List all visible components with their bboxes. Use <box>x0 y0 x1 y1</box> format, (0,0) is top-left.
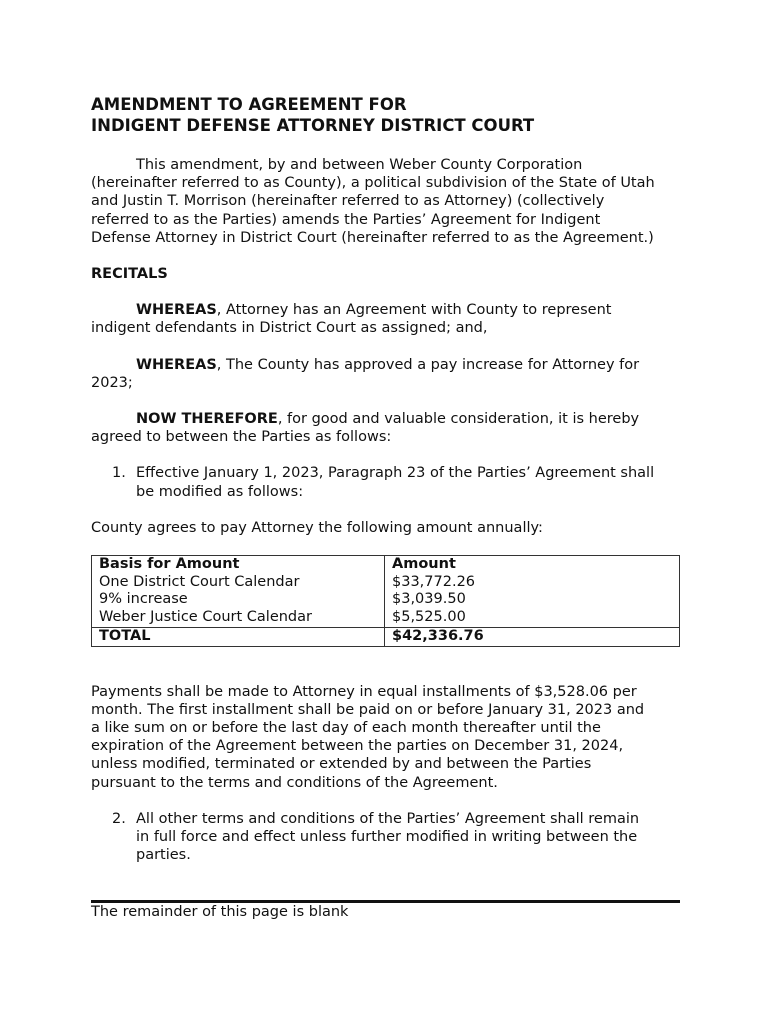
table-header-cell: Amount <box>385 556 680 574</box>
table-header-row <box>92 556 680 574</box>
title-line-2: INDIGENT DEFENSE ATTORNEY DISTRICT COURT <box>91 116 535 135</box>
table-total-label: TOTAL <box>92 627 385 646</box>
county-agrees-text: County agrees to pay Attorney the following amount annually: <box>91 519 543 536</box>
table-cell: $5,525.00 <box>385 609 680 627</box>
whereas-lead: WHEREAS <box>136 356 217 373</box>
table-cell: $33,772.26 <box>385 574 680 592</box>
whereas-paragraph-2: WHEREAS, The County has approved a pay increase for Attorney for 2023; <box>91 356 640 391</box>
list-item-1 <box>91 464 681 500</box>
table-cell: Weber Justice Court Calendar <box>92 609 385 627</box>
table-total-amount: $42,336.76 <box>385 627 680 646</box>
list-item-2 <box>91 810 681 865</box>
whereas-lead: WHEREAS <box>136 302 217 319</box>
now-therefore-paragraph: NOW THEREFORE, for good and valuable consideration, it is hereby agreed to between the Parties as follows: <box>91 411 640 446</box>
table-cell: $3,039.50 <box>385 591 680 609</box>
table-row <box>92 609 680 627</box>
title-line-1: AMENDMENT TO AGREEMENT FOR <box>91 95 407 114</box>
table-cell: 9% increase <box>92 591 385 609</box>
list-number: 1. <box>112 465 126 482</box>
document-page <box>91 94 681 922</box>
table-header-cell: Basis for Amount <box>92 556 385 574</box>
table-row <box>92 574 680 592</box>
list-text: All other terms and conditions of the Parties’ Agreement shall remain in full force and effect unless further modified in writing between the parties. <box>136 810 640 864</box>
document-title <box>91 94 681 136</box>
recitals-heading: RECITALS <box>91 266 168 283</box>
now-therefore-lead: NOW THEREFORE <box>136 411 278 428</box>
table-cell: One District Court Calendar <box>92 574 385 592</box>
intro-paragraph: This amendment, by and between Weber County Corporation (hereinafter referred to as County), a political subdivision of the State of Utah and Justin T. Morrison (hereinafter referred to as Attorney) (collectively referred to as the Parties) amends the Parties’ Agreement for Indigent Defense Attorney in District Court (hereinafter referred to as the Agreement.) <box>91 157 655 246</box>
table-row <box>92 591 680 609</box>
list-text: Effective January 1, 2023, Paragraph 23 of the Parties’ Agreement shall be modified as follows: <box>136 465 655 500</box>
list-number: 2. <box>112 810 126 827</box>
amounts-table <box>91 555 680 647</box>
footer-note: The remainder of this page is blank <box>91 904 349 921</box>
whereas-paragraph-1: WHEREAS, Attorney has an Agreement with County to represent indigent defendants in District Court as assigned; and, <box>91 302 612 337</box>
payments-paragraph: Payments shall be made to Attorney in equal installments of $3,528.06 per month. The first installment shall be paid on or before January 31, 2023 and a like sum on or before the last day of each month thereafter until the expiration of the Agreement between the parties on December 31, 2024, unless modified, terminated or extended by and between the Parties pursuant to the terms and conditions of the Agreement. <box>91 683 645 791</box>
table-total-row <box>92 627 680 646</box>
